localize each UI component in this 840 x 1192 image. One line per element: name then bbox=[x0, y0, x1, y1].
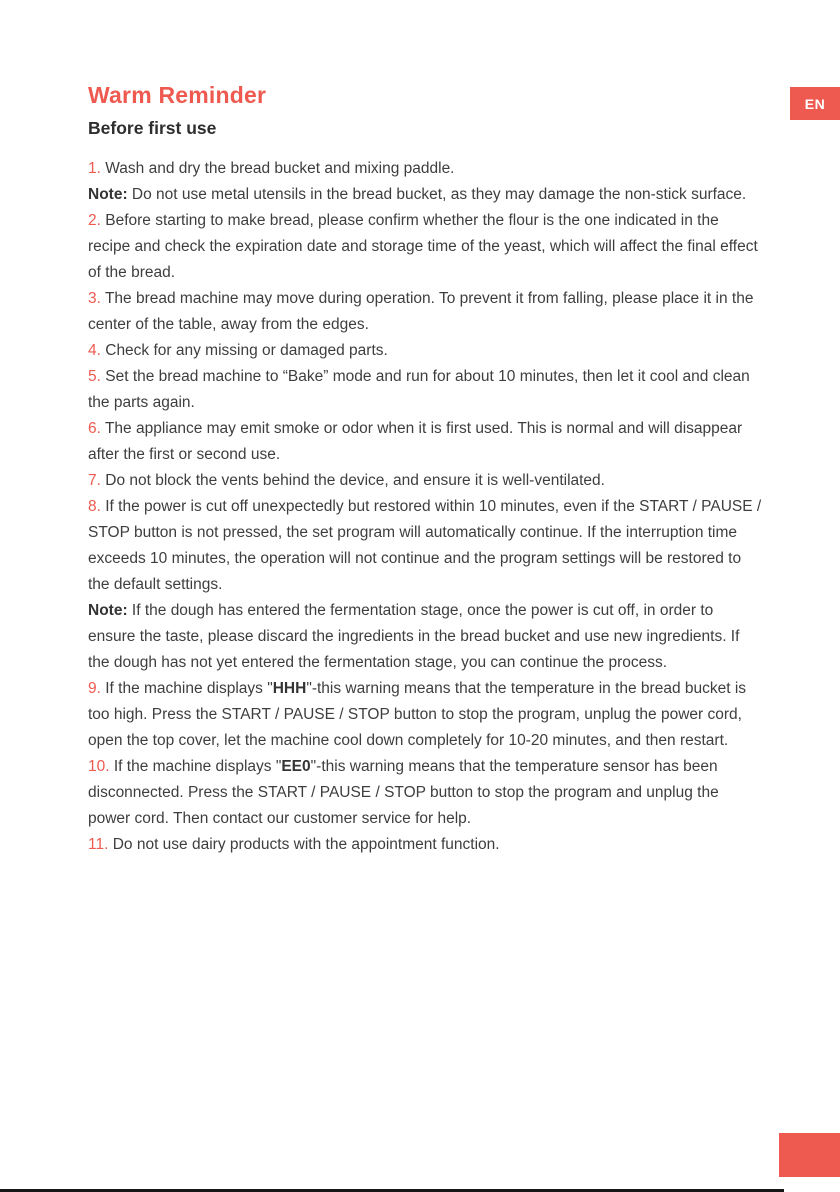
item-number: 7. bbox=[88, 472, 101, 489]
body-text: If the dough has entered the fermentation stage, once the power is cut off, in order to ensure the taste, please discard the ingredients in the bread bucket and use new ingredients. If the dough has not yet entered the fermentation stage, you can continue the process. bbox=[88, 602, 740, 671]
body-text: Do not use dairy products with the appointment function. bbox=[108, 836, 500, 853]
page-corner-marker bbox=[779, 1133, 840, 1177]
body-text: Check for any missing or damaged parts. bbox=[100, 342, 388, 359]
language-badge: EN bbox=[790, 87, 840, 120]
body-text: If the machine displays " bbox=[100, 680, 273, 697]
item-number: 4. bbox=[88, 342, 101, 359]
paragraph bbox=[88, 364, 764, 416]
paragraph bbox=[88, 754, 764, 832]
paragraph bbox=[88, 156, 764, 182]
body-text: Wash and dry the bread bucket and mixing paddle. bbox=[100, 160, 455, 177]
bold-text: HHH bbox=[272, 680, 307, 697]
paragraph bbox=[88, 468, 764, 494]
body-text: Do not block the vents behind the device, and ensure it is well-ventilated. bbox=[100, 472, 605, 489]
item-number: 6. bbox=[88, 420, 101, 437]
item-number: 2. bbox=[88, 212, 101, 229]
body-text: Before starting to make bread, please confirm whether the flour is the one indicated in the recipe and check the expiration date and storage time of the yeast, which will affect the final effect of the bread. bbox=[88, 212, 758, 281]
section-subtitle: Before first use bbox=[88, 118, 217, 138]
body-text: If the power is cut off unexpectedly but restored within 10 minutes, even if the START / PAUSE / STOP button is not pressed, the set program will automatically continue. If the interruption time exceeds 10 minutes, the operation will not continue and the program settings will be restored to the default settings. bbox=[88, 498, 762, 593]
page-title: Warm Reminder bbox=[88, 82, 267, 108]
body-text: Set the bread machine to “Bake” mode and run for about 10 minutes, then let it cool and clean the parts again. bbox=[88, 368, 750, 411]
bold-text: Note: bbox=[88, 602, 128, 619]
item-number: 3. bbox=[88, 290, 101, 307]
body-text: "-this warning means that the temperature sensor has been disconnected. Press the START / PAUSE / STOP button to stop the program and unplug the power cord. Then contact our customer service for help. bbox=[88, 758, 719, 827]
body-text: If the machine displays " bbox=[109, 758, 282, 775]
paragraph bbox=[88, 494, 764, 598]
body-text: "-this warning means that the temperature in the bread bucket is too high. Press the START / PAUSE / STOP button to stop the program, unplug the power cord, open the top cover, let the machine cool down completely for 10-20 minutes, and then restart. bbox=[88, 680, 747, 749]
reminder-list bbox=[88, 156, 764, 858]
paragraph bbox=[88, 598, 764, 676]
item-number: 1. bbox=[88, 160, 101, 177]
item-number: 5. bbox=[88, 368, 101, 385]
bold-text: EE0 bbox=[281, 758, 311, 775]
paragraph bbox=[88, 286, 764, 338]
item-number: 10. bbox=[88, 758, 110, 775]
paragraph bbox=[88, 832, 764, 858]
body-text: The appliance may emit smoke or odor when it is first used. This is normal and will disappear after the first or second use. bbox=[88, 420, 743, 463]
page-content bbox=[88, 82, 764, 858]
body-text: Do not use metal utensils in the bread bucket, as they may damage the non-stick surface. bbox=[127, 186, 747, 203]
paragraph bbox=[88, 208, 764, 286]
paragraph bbox=[88, 338, 764, 364]
item-number: 8. bbox=[88, 498, 101, 515]
paragraph bbox=[88, 182, 764, 208]
item-number: 9. bbox=[88, 680, 101, 697]
item-number: 11. bbox=[88, 836, 109, 853]
paragraph bbox=[88, 416, 764, 468]
paragraph bbox=[88, 676, 764, 754]
body-text: The bread machine may move during operation. To prevent it from falling, please place it in the center of the table, away from the edges. bbox=[88, 290, 754, 333]
bold-text: Note: bbox=[88, 186, 128, 203]
